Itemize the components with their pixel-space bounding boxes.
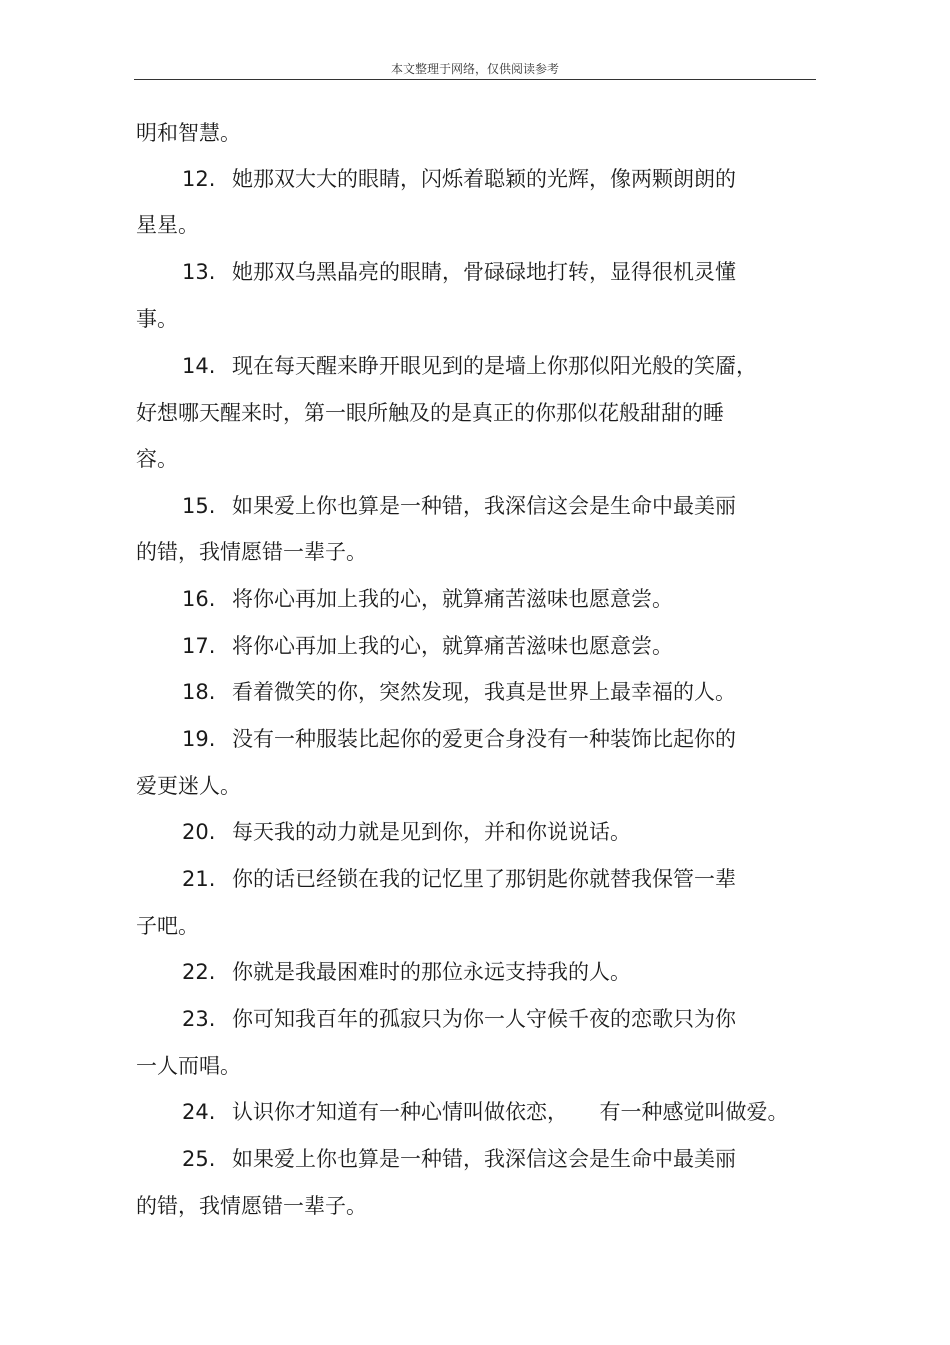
item-text: 你可知我百年的孤寂只为你一人守候千夜的恋歌只为你 (232, 1007, 736, 1031)
item-text: 如果爱上你也算是一种错，我深信这会是生命中最美丽 (232, 1147, 736, 1171)
item-number: 22. (182, 960, 216, 984)
item-text: 将你心再加上我的心，就算痛苦滋味也愿意尝。 (232, 587, 673, 611)
continuation-line: 好想哪天醒来时，第一眼所触及的是真正的你那似花般甜甜的睡 (136, 401, 724, 425)
item-text: 认识你才知道有一种心情叫做依恋， 有一种感觉叫做爱。 (232, 1100, 789, 1124)
item-number: 15. (182, 494, 216, 518)
item-text: 她那双大大的眼睛，闪烁着聪颖的光辉，像两颗朗朗的 (232, 167, 736, 191)
item-text: 她那双乌黑晶亮的眼睛，骨碌碌地打转，显得很机灵懂 (232, 260, 736, 284)
item-number: 18. (182, 680, 216, 704)
item-number: 14. (182, 354, 216, 378)
continuation-line: 一人而唱。 (136, 1054, 241, 1078)
header-divider (134, 79, 816, 80)
item-text: 看着微笑的你，突然发现，我真是世界上最幸福的人。 (232, 680, 736, 704)
continuation-line: 容。 (136, 447, 178, 471)
item-text: 现在每天醒来睁开眼见到的是墙上你那似阳光般的笑靥， (232, 354, 757, 378)
page-header-text: 本文整理于网络，仅供阅读参考 (390, 62, 559, 76)
item-number: 19. (182, 727, 216, 751)
continuation-line: 爱更迷人。 (136, 774, 241, 798)
continuation-line: 明和智慧。 (136, 121, 241, 145)
item-number: 20. (182, 820, 216, 844)
item-text: 你的话已经锁在我的记忆里了那钥匙你就替我保管一辈 (232, 867, 736, 891)
continuation-line: 的错，我情愿错一辈子。 (136, 540, 367, 564)
continuation-line: 事。 (136, 307, 178, 331)
item-number: 21. (182, 867, 216, 891)
item-number: 17. (182, 634, 216, 658)
item-number: 24. (182, 1100, 216, 1124)
item-text: 将你心再加上我的心，就算痛苦滋味也愿意尝。 (232, 634, 673, 658)
item-number: 16. (182, 587, 216, 611)
item-number: 12. (182, 167, 216, 191)
item-text: 没有一种服装比起你的爱更合身没有一种装饰比起你的 (232, 727, 736, 751)
continuation-line: 的错，我情愿错一辈子。 (136, 1194, 367, 1218)
continuation-line: 星星。 (136, 213, 199, 237)
item-text: 如果爱上你也算是一种错，我深信这会是生命中最美丽 (232, 494, 736, 518)
item-text: 你就是我最困难时的那位永远支持我的人。 (232, 960, 631, 984)
item-number: 13. (182, 260, 216, 284)
item-number: 25. (182, 1147, 216, 1171)
item-text: 每天我的动力就是见到你，并和你说说话。 (232, 820, 631, 844)
continuation-line: 子吧。 (136, 914, 199, 938)
item-number: 23. (182, 1007, 216, 1031)
